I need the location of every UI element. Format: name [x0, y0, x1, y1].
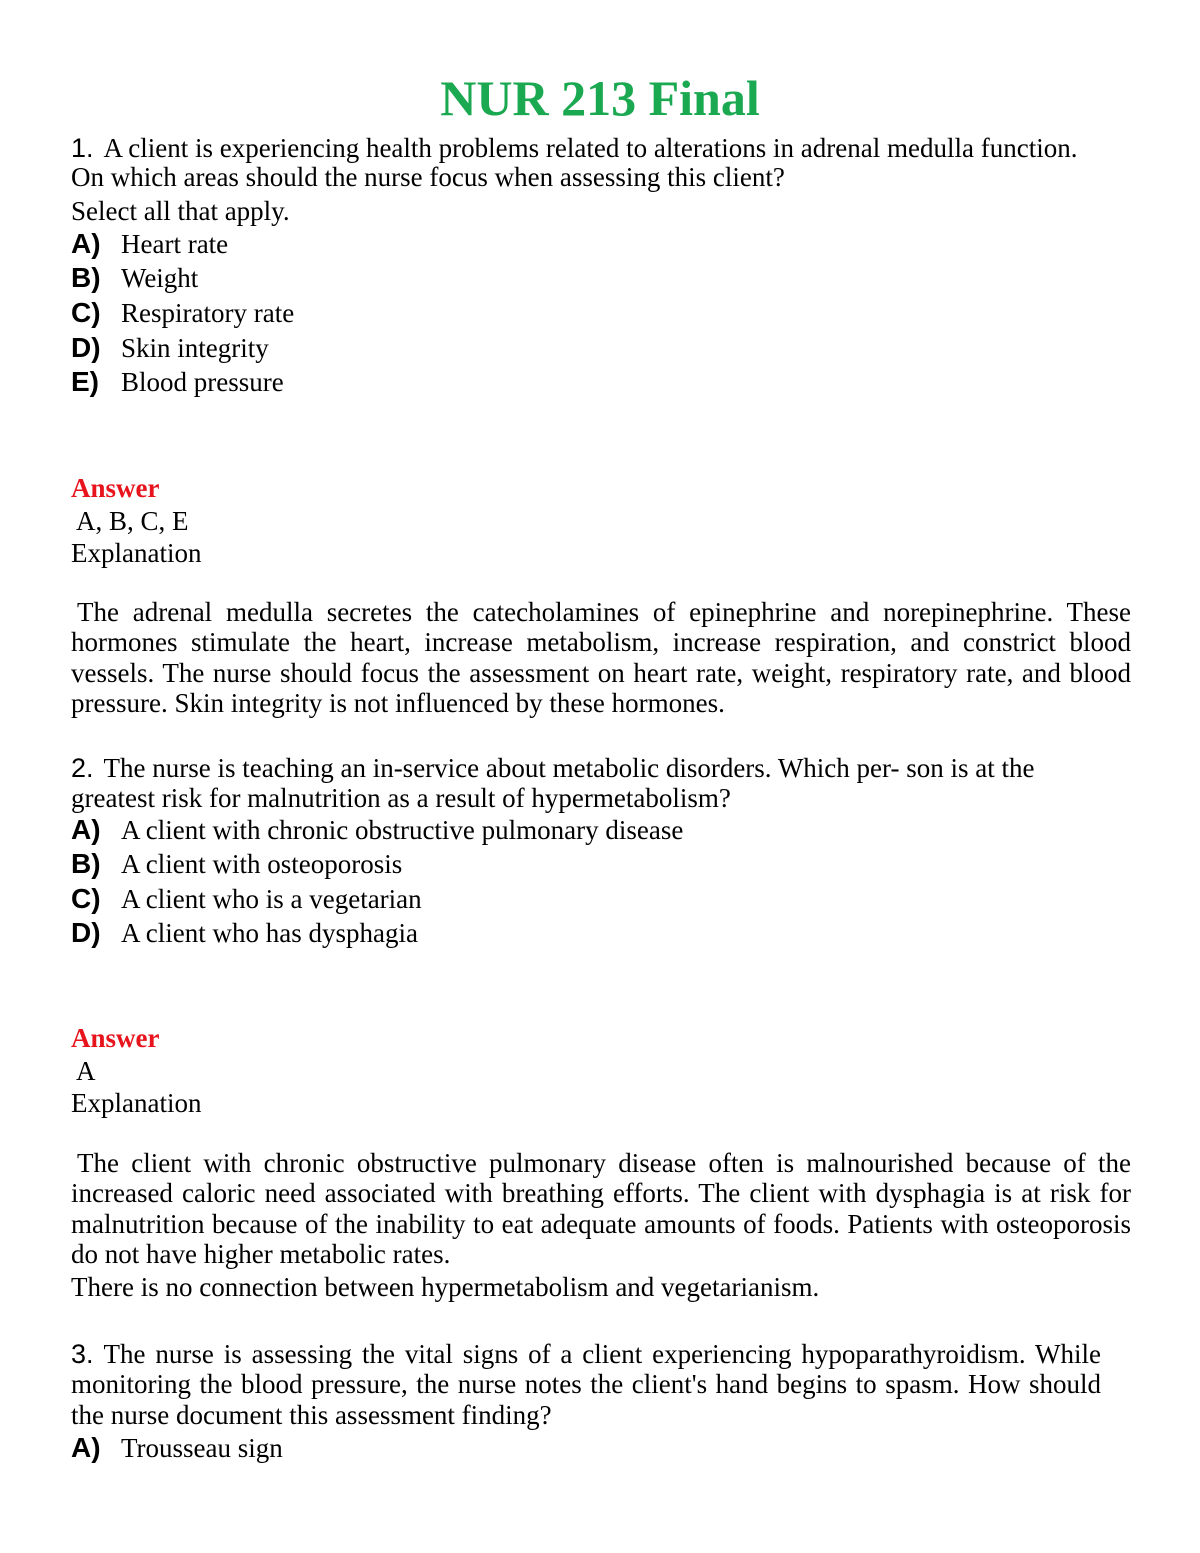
- question-3-option-a: [71, 1431, 283, 1465]
- question-1-explanation-label: Explanation: [71, 538, 202, 568]
- question-2-option-d: [71, 916, 418, 950]
- question-2-option-c: [71, 882, 422, 916]
- question-3-stem: [71, 1339, 1101, 1430]
- option-text: Weight: [121, 263, 199, 293]
- option-text: Heart rate: [121, 229, 229, 259]
- option-letter: B): [71, 262, 101, 293]
- question-1-option-e: [71, 365, 284, 399]
- option-letter: A): [71, 228, 101, 259]
- question-1-answer-label: Answer: [71, 473, 160, 503]
- question-2-answer-label: Answer: [71, 1023, 160, 1053]
- question-2-explanation: The client with chronic obstructive pulmonary disease often is malnourished because of the increased caloric need associated with breathing efforts. The client with dysphagia is at risk for malnutrition because of the inability to eat adequate amounts of foods. Patients with osteoporosis do not have higher metabolic rates.: [71, 1148, 1131, 1269]
- question-1-stem-line-1: [71, 133, 1077, 163]
- question-3-number: 3.: [71, 1339, 94, 1369]
- question-1-option-a: [71, 227, 228, 261]
- option-letter: C): [71, 297, 101, 328]
- question-2-explanation-extra: There is no connection between hypermetabolism and vegetarianism.: [71, 1272, 820, 1302]
- option-text: A client who is a vegetarian: [121, 884, 422, 914]
- question-1-stem-line-2: On which areas should the nurse focus when assessing this client?: [71, 162, 785, 192]
- option-letter: D): [71, 332, 101, 363]
- question-2-answer: A: [76, 1056, 96, 1086]
- option-text: A client who has dysphagia: [121, 918, 418, 948]
- question-1-option-b: [71, 261, 198, 295]
- question-2-number: 2.: [71, 753, 94, 783]
- option-letter: A): [71, 1432, 101, 1463]
- option-text: Blood pressure: [121, 367, 284, 397]
- option-letter: E): [71, 366, 99, 397]
- option-text: A client with osteoporosis: [121, 849, 403, 879]
- question-2-stem-line-1: [71, 753, 1034, 783]
- question-1-answer: A, B, C, E: [76, 506, 189, 536]
- question-2-option-b: [71, 847, 402, 881]
- option-letter: C): [71, 883, 101, 914]
- question-2-option-a: [71, 813, 683, 847]
- question-3-stem-text: The nurse is assessing the vital signs of a client experiencing hypoparathyroidism. While monitoring the blood pressure, the nurse notes the client's hand begins to spasm. How should the nurse document this assessment finding?: [71, 1339, 1101, 1430]
- question-2-stem-text: The nurse is teaching an in-service about metabolic disorders. Which per- son is at the: [103, 753, 1035, 783]
- document-title: NUR 213 Final: [440, 70, 760, 126]
- option-letter: B): [71, 848, 101, 879]
- question-1-number: 1.: [71, 133, 94, 163]
- question-1-option-d: [71, 331, 269, 365]
- question-1-instruction: Select all that apply.: [71, 196, 290, 226]
- option-letter: A): [71, 814, 101, 845]
- option-text: A client with chronic obstructive pulmonary disease: [121, 815, 684, 845]
- option-letter: D): [71, 917, 101, 948]
- option-text: Skin integrity: [121, 333, 269, 363]
- question-2-stem-line-2: greatest risk for malnutrition as a result of hypermetabolism?: [71, 783, 731, 813]
- question-1-stem-text: A client is experiencing health problems related to alterations in adrenal medulla function.: [103, 133, 1078, 163]
- question-1-option-c: [71, 296, 294, 330]
- question-2-explanation-label: Explanation: [71, 1088, 202, 1118]
- option-text: Trousseau sign: [121, 1433, 283, 1463]
- option-text: Respiratory rate: [121, 298, 295, 328]
- question-1-explanation: The adrenal medulla secretes the catecholamines of epinephrine and norepinephrine. These hormones stimulate the heart, increase metabolism, increase respiration, and constrict blood vessels. The nurse should focus the assessment on heart rate, weight, respiratory rate, and blood pressure. Skin integrity is not influenced by these hormones.: [71, 597, 1131, 718]
